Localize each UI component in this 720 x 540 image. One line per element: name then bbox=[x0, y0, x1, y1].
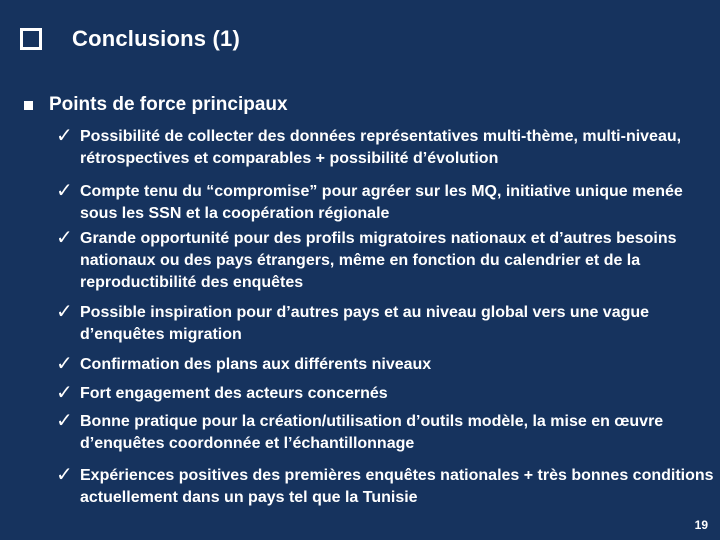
list-item-text: Compte tenu du “compromise” pour agréer sur les MQ, initiative unique menée sous les SSN et la coopération régionale bbox=[80, 183, 683, 222]
checkbox-square-icon bbox=[20, 28, 42, 50]
checkmark-icon: ✓ bbox=[56, 408, 73, 432]
list-item bbox=[56, 123, 716, 170]
list-item bbox=[56, 225, 716, 294]
section-heading-row bbox=[24, 94, 288, 116]
list-item-text: Bonne pratique pour la création/utilisation d’outils modèle, la mise en œuvre d’enquêtes coordonnée et l’échantillonnage bbox=[80, 413, 664, 452]
list-item bbox=[56, 299, 716, 346]
list-item-text: Possibilité de collecter des données représentatives multi-thème, multi-niveau, rétrospectives et comparables + possibilité d’évolution bbox=[80, 128, 682, 167]
checkmark-icon: ✓ bbox=[56, 123, 73, 147]
list-item bbox=[56, 178, 716, 225]
conclusion-list bbox=[56, 123, 716, 509]
checkmark-icon: ✓ bbox=[56, 299, 73, 323]
page-number: 19 bbox=[694, 518, 708, 532]
checkmark-icon: ✓ bbox=[56, 380, 73, 404]
square-bullet-icon bbox=[24, 101, 33, 110]
list-item bbox=[56, 462, 716, 509]
list-item-text: Confirmation des plans aux différents niveaux bbox=[80, 356, 432, 373]
section-heading: Points de force principaux bbox=[49, 94, 288, 115]
checkmark-icon: ✓ bbox=[56, 225, 73, 249]
list-item-text: Grande opportunité pour des profils migratoires nationaux et d’autres besoins nationaux ou des pays étrangers, même en fonction du calendrier et de la reproductibilité des enquêtes bbox=[80, 230, 677, 291]
slide-title: Conclusions (1) bbox=[72, 26, 241, 51]
checkmark-icon: ✓ bbox=[56, 351, 73, 375]
list-item bbox=[56, 408, 716, 455]
checkmark-icon: ✓ bbox=[56, 178, 73, 202]
checkmark-icon: ✓ bbox=[56, 462, 73, 486]
list-item-text: Expériences positives des premières enquêtes nationales + très bonnes conditions actuellement dans un pays tel que la Tunisie bbox=[80, 467, 714, 506]
list-item bbox=[56, 380, 716, 405]
title-row bbox=[20, 26, 240, 52]
list-item-text: Fort engagement des acteurs concernés bbox=[80, 385, 388, 402]
list-item-text: Possible inspiration pour d’autres pays et au niveau global vers une vague d’enquêtes migration bbox=[80, 304, 650, 343]
list-item bbox=[56, 351, 716, 376]
